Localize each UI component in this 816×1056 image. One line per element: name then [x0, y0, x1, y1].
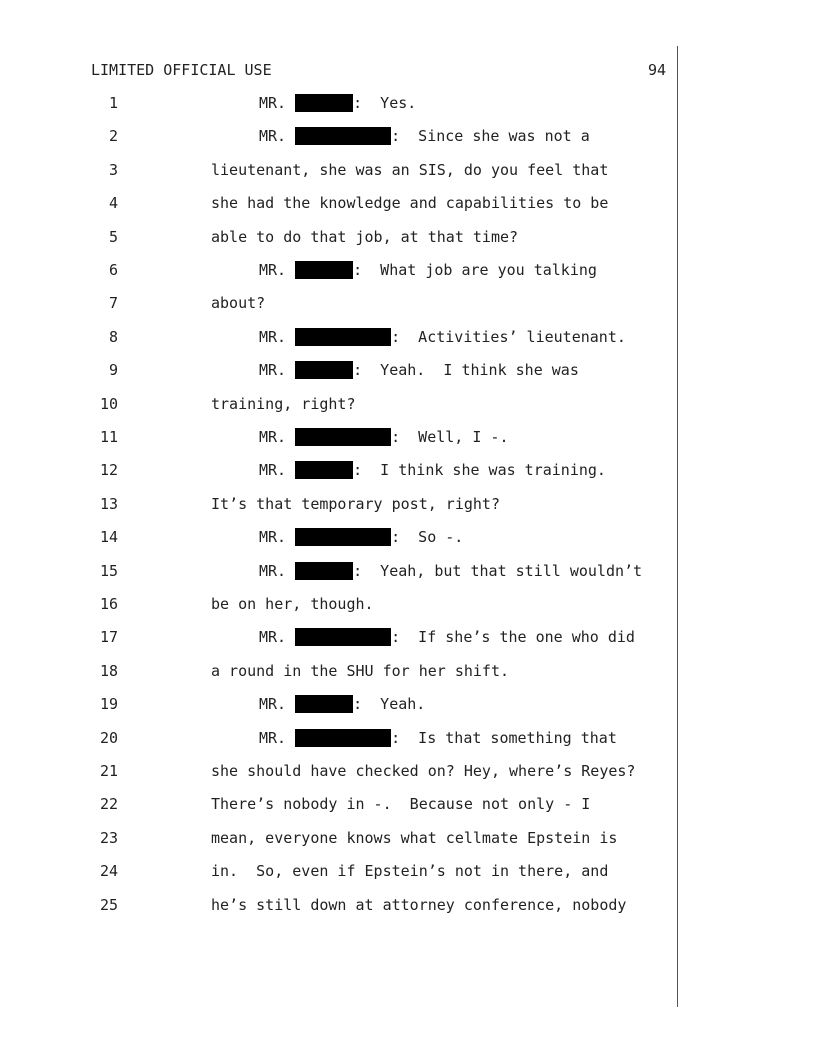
transcript-line — [0, 896, 680, 916]
redaction-bar — [295, 695, 353, 713]
line-number: 2 — [108, 127, 118, 146]
line-number: 4 — [108, 194, 118, 213]
speaker-title: MR. — [259, 327, 287, 346]
transcript-line — [0, 94, 680, 114]
redaction-bar — [295, 729, 391, 747]
speaker-line — [259, 328, 626, 346]
redaction-bar — [295, 94, 353, 112]
continuation-text: she should have checked on? Hey, where’s Reyes? — [211, 762, 636, 780]
transcript-line — [0, 495, 680, 515]
redaction-bar — [295, 562, 353, 580]
redaction-bar — [295, 528, 391, 546]
line-number: 9 — [108, 361, 118, 380]
transcript-line — [0, 729, 680, 749]
speaker-title: MR. — [259, 728, 287, 747]
transcript-line — [0, 528, 680, 548]
transcript-line — [0, 695, 680, 715]
speaker-line — [259, 428, 509, 446]
transcript-line — [0, 428, 680, 448]
speaker-title: MR. — [259, 361, 287, 380]
line-number: 15 — [99, 561, 118, 580]
continuation-text: he’s still down at attorney conference, nobody — [211, 895, 627, 914]
redaction-bar — [295, 328, 391, 346]
line-number: 8 — [108, 327, 118, 346]
transcript-line — [0, 628, 680, 648]
speaker-text: : So -. — [391, 528, 464, 547]
speaker-title: MR. — [259, 127, 287, 146]
transcript-line — [0, 595, 680, 615]
speaker-title: MR. — [259, 628, 287, 647]
transcript-line — [0, 762, 680, 782]
continuation-text: training, right? — [211, 394, 356, 413]
continuation-text: about? — [211, 294, 266, 313]
speaker-text: : Activities’ lieutenant. — [391, 327, 626, 346]
line-number: 5 — [108, 227, 118, 246]
transcript-line — [0, 461, 680, 481]
speaker-text: : Is that something that — [391, 728, 617, 747]
line-number: 24 — [99, 862, 118, 881]
continuation-text: lieutenant, she was an SIS, do you feel that — [211, 160, 609, 179]
continuation-text: It’s that temporary post, right? — [211, 494, 500, 513]
speaker-title: MR. — [259, 561, 287, 580]
line-number: 14 — [99, 528, 118, 547]
speaker-title: MR. — [259, 94, 287, 112]
speaker-text: : Well, I -. — [391, 428, 509, 446]
line-number: 11 — [99, 428, 118, 446]
classification-header: LIMITED OFFICIAL USE — [91, 61, 272, 79]
line-number: 3 — [108, 160, 118, 179]
page-number: 94 — [648, 61, 667, 79]
line-number: 10 — [99, 394, 118, 413]
transcript-line — [0, 395, 680, 415]
line-number: 12 — [99, 461, 118, 480]
redaction-bar — [295, 261, 353, 279]
line-number: 21 — [99, 762, 118, 780]
transcript-line — [0, 228, 680, 248]
line-number: 22 — [99, 795, 118, 814]
speaker-line — [259, 628, 635, 646]
speaker-text: : What job are you talking — [353, 261, 597, 279]
speaker-line — [259, 528, 463, 546]
redaction-bar — [295, 361, 353, 379]
speaker-line — [259, 461, 606, 479]
line-number: 7 — [108, 294, 118, 313]
speaker-text: : Yes. — [353, 94, 417, 112]
line-number: 18 — [99, 661, 118, 680]
redaction-bar — [295, 127, 391, 145]
transcript-line — [0, 862, 680, 882]
transcript-line — [0, 261, 680, 281]
transcript-line — [0, 194, 680, 214]
transcript-line — [0, 161, 680, 181]
line-number: 6 — [108, 261, 118, 279]
transcript-line — [0, 662, 680, 682]
continuation-text: in. So, even if Epstein’s not in there, and — [211, 862, 609, 881]
speaker-text: : If she’s the one who did — [391, 628, 635, 647]
line-number: 25 — [99, 895, 118, 914]
continuation-text: able to do that job, at that time? — [211, 227, 519, 246]
line-number: 23 — [99, 828, 118, 847]
speaker-text: : I think she was training. — [353, 461, 606, 480]
transcript-line — [0, 562, 680, 582]
speaker-text: : Yeah, but that still wouldn’t — [353, 561, 643, 580]
continuation-text: There’s nobody in -. Because not only - I — [211, 795, 591, 814]
speaker-line — [259, 695, 425, 713]
redaction-bar — [295, 461, 353, 479]
continuation-text: a round in the SHU for her shift. — [211, 661, 510, 680]
line-number: 17 — [99, 628, 118, 647]
transcript-line — [0, 795, 680, 815]
speaker-text: : Yeah. — [353, 695, 426, 714]
transcript-line — [0, 294, 680, 314]
speaker-line — [259, 261, 597, 279]
speaker-title: MR. — [259, 428, 287, 446]
redaction-bar — [295, 628, 391, 646]
speaker-line — [259, 729, 617, 747]
speaker-text: : Yeah. I think she was — [353, 361, 579, 380]
line-number: 20 — [99, 728, 118, 747]
transcript-line — [0, 127, 680, 147]
line-number: 1 — [108, 94, 118, 112]
speaker-text: : Since she was not a — [391, 127, 590, 146]
continuation-text: she had the knowledge and capabilities to be — [211, 194, 609, 213]
transcript-line — [0, 328, 680, 348]
transcript-line — [0, 361, 680, 381]
speaker-title: MR. — [259, 261, 287, 279]
speaker-title: MR. — [259, 528, 287, 547]
line-number: 16 — [99, 595, 118, 613]
speaker-title: MR. — [259, 461, 287, 480]
speaker-line — [259, 361, 579, 379]
transcript-line — [0, 829, 680, 849]
speaker-line — [259, 94, 416, 112]
continuation-text: mean, everyone knows what cellmate Epstein is — [211, 828, 618, 847]
line-number: 19 — [99, 695, 118, 714]
redaction-bar — [295, 428, 391, 446]
speaker-title: MR. — [259, 695, 287, 714]
line-number: 13 — [99, 494, 118, 513]
speaker-line — [259, 562, 642, 580]
continuation-text: be on her, though. — [211, 595, 374, 613]
speaker-line — [259, 127, 590, 145]
